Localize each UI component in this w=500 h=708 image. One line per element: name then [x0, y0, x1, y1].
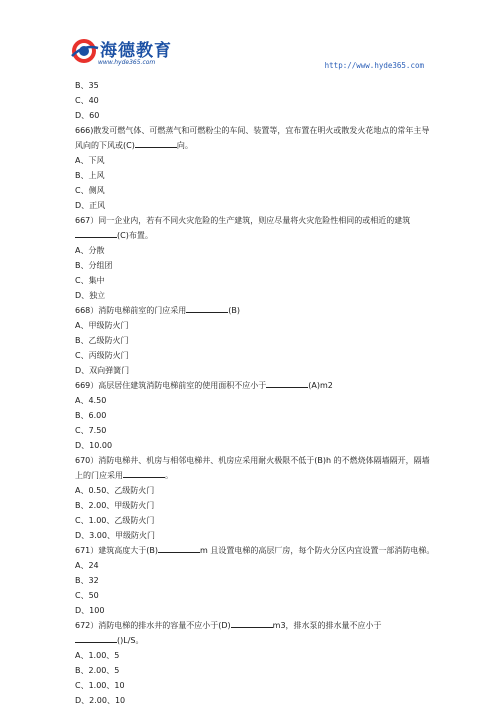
answer-blank	[266, 379, 308, 388]
option: A、4.50	[75, 396, 107, 405]
logo-name: 海德教育	[100, 41, 172, 61]
option: B、乙级防火门	[75, 336, 129, 345]
question-text: 向。	[176, 141, 193, 150]
option: A、分散	[75, 246, 105, 255]
question-text: (A)m2	[308, 381, 333, 390]
question-text: 668）消防电梯前室的门应采用	[75, 306, 187, 315]
question-text: ()L/S。	[117, 636, 144, 645]
option: C、侧风	[75, 186, 105, 195]
question-text: 666)散发可燃气体、可燃蒸气和可燃粉尘的车间、装置等，宜布置在明火或散发火花地点的常年主导风向的下风或(C)	[75, 126, 430, 150]
option: B、上风	[75, 171, 105, 180]
option: C、1.00、乙级防火门	[75, 516, 155, 525]
question-text: 671）建筑高度大于(B)	[75, 546, 158, 555]
answer-blank	[158, 544, 200, 553]
logo-url: www.hyde365.com	[98, 59, 156, 66]
page-header	[0, 0, 500, 80]
option: A、24	[75, 561, 99, 570]
option: D、60	[75, 111, 100, 120]
question-666	[75, 123, 435, 153]
option: A、甲级防火门	[75, 321, 129, 330]
option: B、2.00、甲级防火门	[75, 501, 155, 510]
question-669	[75, 378, 435, 393]
option: A、0.50、乙级防火门	[75, 486, 155, 495]
header-url[interactable]: http://www.hyde365.com	[324, 61, 424, 70]
question-670	[75, 453, 435, 483]
option: D、3.00、甲级防火门	[75, 531, 155, 540]
logo-mark-icon	[70, 36, 100, 66]
question-text: m3，排水泵的排水量不应小于	[272, 621, 382, 630]
question-text: 669）高层居住建筑消防电梯前室的使用面积不应小于	[75, 381, 267, 390]
question-672	[75, 618, 435, 648]
question-671	[75, 543, 435, 558]
option: A、下风	[75, 156, 105, 165]
option: D、10.00	[75, 441, 113, 450]
answer-blank	[75, 229, 117, 238]
option: B、35	[75, 81, 99, 90]
answer-blank	[135, 139, 177, 148]
question-text: (C)布置。	[117, 231, 153, 240]
option: C、1.00、10	[75, 681, 125, 690]
question-text: 672）消防电梯的排水井的容量不应小于(D)	[75, 621, 231, 630]
question-text: (B)	[228, 306, 241, 315]
option: B、分组团	[75, 261, 113, 270]
option: D、正风	[75, 201, 106, 210]
question-667	[75, 213, 435, 243]
question-text: m 且设置电梯的高层厂房，每个防火分区内宜设置一部消防电梯。	[200, 546, 435, 555]
option: B、6.00	[75, 411, 107, 420]
answer-blank	[231, 619, 273, 628]
option: C、50	[75, 591, 99, 600]
option: C、40	[75, 96, 99, 105]
option: D、双向弹簧门	[75, 366, 130, 375]
answer-blank	[75, 634, 117, 643]
option: D、100	[75, 606, 105, 615]
option: B、32	[75, 576, 99, 585]
answer-blank	[123, 469, 165, 478]
document-body	[75, 78, 435, 708]
option: C、丙级防火门	[75, 351, 129, 360]
question-text: 667）同一企业内，若有不同火灾危险的生产建筑，则应尽量将火灾危险性相同的或相近的建筑	[75, 216, 411, 225]
answer-blank	[186, 304, 228, 313]
question-668	[75, 303, 435, 318]
option: C、7.50	[75, 426, 107, 435]
question-text: 。	[165, 471, 173, 480]
option: C、集中	[75, 276, 105, 285]
option: B、2.00、5	[75, 666, 120, 675]
option: D、2.00、10	[75, 696, 126, 705]
option: A、1.00、5	[75, 651, 120, 660]
question-text: 670）消防电梯井、机房与相邻电梯井、机房应采用耐火极限不低于(B)h 的不燃烧体隔墙隔开，隔墙上的门应采用	[75, 456, 430, 480]
logo	[70, 36, 180, 72]
option: D、独立	[75, 291, 106, 300]
